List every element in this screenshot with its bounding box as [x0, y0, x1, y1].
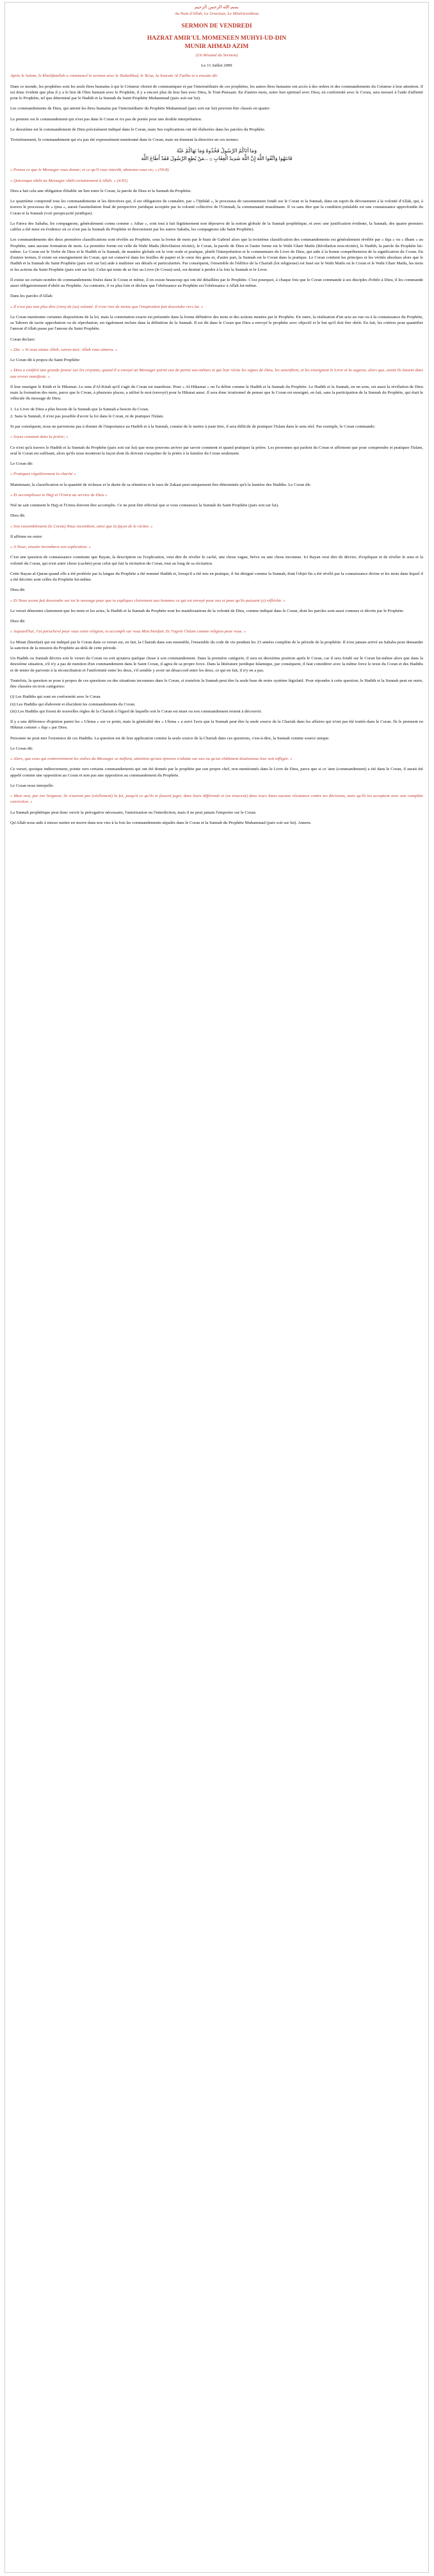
arabic-verse-line-1: وَمَا آتَاكُمُ الرَّسُولُ فَخُذُوهُ وَمَا نَهَاكُمْ عَنْهُ	[176, 148, 257, 154]
quote: « Pratiquez régulièrement la charité »	[10, 472, 76, 477]
paragraph: Il affirme en outre:	[10, 534, 43, 539]
quote: « Et Nous avons fait descendre sur toi le message pour que tu expliques clairement aux hommes ce qui est envoyé pour eux et pour qu'ils puissent (y) réfléchir. »	[10, 598, 285, 603]
paragraph: Dieu a fait cela une obligation d'établir un lien entre le Coran, la parole de Dieu et la Sunnah du Prophète.	[10, 188, 192, 193]
title-line-2: MUNIR AHMAD AZIM	[184, 44, 249, 51]
bismillah-arabic: بسم الله الرحمن الرحيم	[195, 4, 239, 10]
paragraph: Le Coran dit:	[10, 462, 33, 467]
paragraph: Un Hadith ou Sunnah décrira soit le verset du Coran ou soit ajoutera quelque chose à son commandement. Dans la première catégorie, il sera en deuxième position après le Coran, car il sera fondé sur le Coran lui-même alors que dans la deuxième situation, s'il n'y a pas de mention d'un commandement dans le Saint Coran, il agira de sa propre force. Dans la littérature juridique Islamique, par conséquent, il faut considérer avec la même force le texte du Coran et des Hadiths et de tenter de parvenir à la réconciliation et l'uniformité entre les deux, s'il semble y avoir un désaccord entre les deux, ce qui en fait, il n'y en a pas.	[10, 656, 423, 673]
quote: « Dis: « Si vous aimez Allah, suivez-moi: Allah vous aimera. »	[10, 347, 118, 352]
sermon-date: Le 11 Juillet 2009	[201, 63, 232, 68]
numbered-list	[10, 407, 423, 420]
list-item: 1. Le Livre de Dieu a plus besoin de la Sunnah que la Sunnah a besoin du Coran.	[10, 407, 149, 412]
paragraph: Cette Bayan al-Quran quand elle a été proférée par la langue du Prophète a été nommé Hadith et, lorsqu'il a été mis en pratique, il fut désigné comme la Sunnah, dont l'objet fin a été révélé par la connaissance divine et les mots dans lequel il a été décrites sont celles du Prophète lui-même.	[10, 571, 423, 583]
paragraph: Nul ne sait comment le Hajj et l'Umra doivent être accomplis. Ce ne peut être effectué que si vous connaissez la Sunnah du Saint Prophète (paix soit sur lui).	[10, 503, 279, 508]
closing-paragraph: Qu'Allah nous aide à mieux mettre en œuvre dans nos vies à la fois les commandements stipulés dans le Coran et la Sunnah du Prophète Muhammad (paix soit sur lui). Ameen.	[10, 820, 312, 825]
paragraph: Le verset démontre clairement que les mots et les actes, le Hadith et la Sunnah du Prophète sont les manifestations de la volonté de Dieu, comme indiqué dans le Coran, dont les paroles sont aussi connues et décrits par le Prophète.	[10, 608, 405, 613]
quote: « Mais non, par ton Seigneur, ils n'auront pas (réellement) la foi, jusqu'à ce qu'ils te fassent juger, dans leurs différends et (ne trouvent) dans leurs âmes aucune résistance contre tes décisions, mais qu'ils les acceptent avec une complète conviction. »	[10, 794, 423, 805]
paragraph: Dieu dit:	[10, 619, 26, 624]
quote: « Aujourd'hui, J'ai parachevé pour vous votre religion, et accompli sur vous Mon bienfait. Et J'agrée l'Islam comme religion pour vous. »	[10, 629, 246, 634]
paragraph: Dans les paroles d'Allah:	[10, 294, 53, 299]
paragraph: Le Coran mentionne certaines dispositions de la loi, mais la connotation exacte est présentée dans la forme définitive des mots et des actions menées par le Prophète. En outre, la réalisation d'un acte au vue ou à la connaissance du Prophète, sa Tahreer de tacite approbation ou de réprobation, est également inclure dans la définition de la Sunnah. Il est dit dans le Coran que Dieu a envoyé le prophète avec objectif et le but qu'il doit être obéit. En fait, les critères pour quantifier l'amour d'Allah passe par l'amour du Saint Prophète.	[10, 314, 423, 332]
paragraph: Les commandements de Dieu, qui atteint les êtres humains par l'intermédiaire du Prophète Muhammad (paix soit sur lui) peuvent être classés en quatre:	[10, 106, 271, 111]
paragraph: Toutefois, la question se pose à propos de ces questions ou des situations inconnues dans le Coran, si toutefois la Sunnah peut être la seule base de notre système législatif. Pour répondre à cette question, le Hadith et la Sunnah peut en outre, être classées en trois catégories:	[10, 678, 423, 689]
paragraph: Personne ne peut nier l'existence de ces Hadiths. La question est de leur application comme la seule source de la Chariah dans ces questions, c'est-à-dire, la Sunnah comme source unique.	[10, 736, 330, 741]
paragraph: Le Coran dit à propos du Saint Prophète:	[10, 358, 81, 363]
quote: « A Nous, ensuite incombera son explication. »	[10, 545, 91, 550]
paragraph: Maintenant, la classification et la quantité de richesse et la durée de sa rétention et le taux de Zakaat peut uniquement être déterminée qu'à la lumière des Hadiths. Le Coran dit:	[10, 482, 311, 487]
quote: « Il n'est pas non plus dire (rien) de (sa) volonté. Il n'est rien de moins que l'inspiration fait descendre vers lui. »	[10, 304, 204, 309]
paragraph: Le Coran dit:	[10, 746, 33, 751]
quote: « Son rassemblement (le Coran) Nous incombent, ainsi que la façon de le réciter. »	[10, 524, 153, 529]
paragraph: Le Minat (bienfait) qui est indiqué par le Coran dans ce verset est, en fait, la Chariah dans son ensemble, l'ensemble du code de vie pendant les 23 années complète de la période de la prophétie. Il n'est jamais arrivé au Sahaba pour demander la sanction de la mission du Prophète au-delà de cette période.	[10, 640, 423, 650]
list-item: (i) Les Hadiths qui sont en conformité avec le Coran.	[10, 695, 102, 700]
paragraph: Ce n'est qu'à travers le Hadith et la Sunnah du Prophète (paix soit sur lui) que nous pouvons arriver par savoir comment et quand pratiquer la prière. Les personnes qui parlent du Coran et affirment que pour comprendre et pratiquer l'Islam, seul le Coran est suffisant, alors qu'ils nous montrent la façon dont ils doivent s'acquitter de la prière à la lumière du Coran seulement.	[10, 445, 423, 456]
paragraph: Il existe un certain nombre de commandements fixées dans le Coran et même, il en existe beaucoup qui ont été détaillées par le Prophète. C'est pourquoi, à chaque fois que le Coran commande à ses disciples d'obéir à Dieu, il les commande aussi obligatoirement d'obéir au Prophète. Au contraire, il va plus loin et déclare que l'obéissance au Prophète est l'obéissance à Allah lui-même.	[10, 277, 423, 289]
list-item: (iii) Les Hadiths qui fixent de nouvelles règles de la Chariah à l'égard de laquelle soit le Coran est muet ou son commandement restent à découvrir.	[10, 709, 262, 714]
paragraph: Si par conséquent, nous ne parvenons pas à donner de l'importance au Hadith et à la Sunnah, comme de le mettre à juste titre, il sera difficile de pratiquer l'Islam dans le sens réel. Par exemple, le Coran commande:	[10, 424, 376, 430]
list-item: (ii) Les Hadiths qui élaborent et élucident les commandements du Coran.	[10, 702, 136, 707]
paragraph: Troisièmement, le commandement qui n'a pas été expressément mentionné dans le Coran, mais en donnent la directive en ces termes:	[10, 138, 239, 143]
paragraph: La Fatwa des Sahaba, les compagnons, généralement connu comme « Athar », sont tout à fait légitimement non dépourvu de la notion globale de la Sunnah prophétique, et avec une justification évidente, la Sunnah, des quatre premiers califes a été mise en évidence où ce n'est pas la Sunnah du Prophète ni directement par les autres Sahaba, les compagnons (du Saint Prophète).	[10, 221, 423, 232]
paragraph: Dieu dit:	[10, 513, 26, 519]
paragraph: Le deuxième est le commandement de Dieu précisément indiqué dans le Coran, mais Ses explications ont été élaborées dans les paroles du Prophète.	[10, 127, 266, 132]
paragraph: C'est une question de connaissance commune que Bayan, la description ou l'explication, veut dire de révéler le caché, une chose vague, brève ou une chose inconnue. Ici Bayan veut dire de décrire, d'expliquer et de révéler le sens et la volonté du Coran, qui n'est autre chose (cachée) pour celui qui fait la récitation du Coran, tout au long de sa récitation.	[10, 555, 423, 566]
paragraph: Le premier est le commandement qui n'est pas dans le Coran et n'a pas de portée pour une double interprétation.	[10, 117, 202, 122]
category-list	[10, 694, 423, 714]
paragraph: Les commandements des deux premières classifications sont révélés au Prophète, sous la forme de mots par le biais de Gabriel alors que la troisième classification des commandements est généralement révélée par « ilqa » ou « ilham » au Prophète, sans aucune formation de mots. La première forme est celle de Wahi Matlu (Révélation récitée), le Coran, la parole de Dieu et l'autre forme est le Wahi Ghair Matlu (Révélation non-récitée), le Hadith, la parole du Prophète lui-même. Le Coran est le Verbe de Dieu et le Hadith et la Sunnah, de manière globale est la voie orale et pratique, plutôt l'interprétation et le commentaire du Livre de Dieu, qui aide à la bonne compréhension de la signification du Coran. En d'autres termes, il existe un enseignement du Coran, qui est conservé dans les feuilles de papier et le cœur des gens et, d'autre part, la Sunnah est le Coran dans la pratique. Le Coran contient les principes et les vérités absolues alors que le Hadith et la Sunnah du Saint Prophète (paix soit sur lui) aide à maîtriser ses détails et particularités. Par conséquent, l'ensemble de l'édifice de la Chariah (loi religieuse) est basé sur le Wahi Matlu ou le Coran et le Wahi Ghair Matlu, les mots et les actions du Saint Prophète (paix soit sur lui). Celui qui tente de se fier au Livre (le Coran) seul, est destiné à perdre à la fois la Sunnah et le Livre.	[10, 237, 423, 272]
quote: « Dieu a conféré une grande faveur sur les croyants, quand Il a envoyé un Messager parmi eux de parmi eux-mêmes et qui leur récite les signes de Dieu, les sanctifient, et les enseignent le Livre et la sagesse, alors que, avant ils étaient dans une erreur manifeste. »	[10, 368, 423, 379]
title-line-1: HAZRAT AMIR'UL MOMENEEN MUHYI-UD-DIN	[147, 35, 287, 42]
paragraph: Il leur enseigne le Kitāb et le Hikamat. Le sens d'Al-Kitab qu'il s'agit du Coran est manifeste. Pour « Al-Hikamat » on l'a défini comme le Hadith et la Sunnah du Prophète. Le Hadith et la Sunnah, en un sens, est aussi la révélation de Dieu mais la formation des mots, parce que le Coran, à plusieurs places, a utilisé le mot (envoyé) pour la Hikmat aussi. Il sera donc irrationnel de penser que le Coran est enseigné, en fait, sans la participation de la Sunnah du Prophète, qui était le véhicule du message de Dieu.	[10, 384, 423, 401]
paragraph: Il y a une différence d'opinion parmi les « Ulema » sur ce point, mais la généralité des « Ulema » a suivi l'avis que la Sunnah peut être la seule source de la Chariah dans les affaires qui n'ont pas été traités dans le Coran. Ils le prennent en Hikmat comme « ilqa » par Dieu.	[10, 720, 423, 730]
quote: « Prenez ce que le Messager vous donne; et ce qu'il vous interdit, abstenez-vous en; » (59:8)	[10, 168, 169, 173]
paragraph: Coran déclare:	[10, 337, 36, 342]
paragraph: La Sunnah prophétique peut donc ouvrir la prérogative nécessaire, l'autorisation ou l'interdiction, mais il ne peut jamais l'emporter sur le Coran.	[10, 810, 257, 815]
sermon-heading: SERMON DE VENDREDI	[181, 22, 252, 29]
quote: « Alors, que ceux qui contreviennent les ordres du Messager se méfient, attention qu'une épreuve n'abatte sur eux ou qu'un châtiment douloureux leur soit infligée. »	[10, 757, 293, 762]
paragraph: Le Coran nous interpelle:	[10, 783, 54, 788]
paragraph: Ce verset, quoique indirectement, pointe vers certains commandements qui ont été donnés par le prophète par son propre chef, non mentionnés dans le Livre de Dieu, parce que si ce 'amr (commandement) a été dans le Coran, il aurait été appelé comme une opposition au Coran et non pas une opposition au commandement du Prophète.	[10, 767, 423, 778]
document-body	[4, 2, 429, 2573]
quote: « Soyez constant dans la prière; »	[10, 435, 68, 440]
paragraph: Dans ce monde, les prophètes sont les seuls êtres humains à qui le Créateur choisit de communiquer et par l'intermédiaire de ces prophètes, les autres êtres humains ont accès à des ordres et des commandements du Créateur à leur attention. Il est donc évident que plus il y a le lien de l'être humain avec le Prophète, il y a encore plus de leur lien avec Dieu, le Tout-Puissant. En d'autres mots, notre lien spirituel avec Dieu, en conformité avec le Coran, sera mesuré à l'aide d'affinité pour le Prophète, tel que déterminé par le Hadith et la Sunnah du Saint Prophète Muhammad (paix soit sur lui).	[10, 84, 423, 101]
arabic-verse-line-2: فَانتَهُوا وَاتَّقُوا اللَّهَ إِنَّ اللَّهَ شَدِيدُ الْعِقَابِ ۞ ...مَنْ يُطِعِ الرَّسُولَ فَقَدْ أَطَاعَ اللَّهَ	[141, 155, 293, 161]
subtitle: (Un Résumé du Sermon)	[195, 52, 238, 58]
intro-paragraph: Après le Salam, le Khalifatullah a commencé le sermon avec le Tashahhud, le Ta'uz, la Sourate Al Fatiha et a ensuite dit:	[10, 74, 218, 79]
paragraph: Dieu dit:	[10, 588, 26, 593]
bismillah-translation: Au Nom d'Allah, Le Gracieux, Le Miséricordieux	[174, 11, 259, 16]
paragraph: Le quatrième comprend tous les commandements et les directives qui, il est obligatoire de connaître, par « l'Ijtihâd », le processus de raisonnement fondé sur le Coran et la Sunnah, dans un esprit de dévouement à la volonté d'Allah, qui, à travers le processus de « ijma », aurait l'assimilation final de perspective juridique acceptée par la volonté collective de l'Ummah, la communauté musulmane. Il va sans dire que la condition préalable est une connaissance approfondie du Coran et la Sunnah (voir perspicacité juridique).	[10, 199, 423, 216]
quote: « Quiconque obéit au Messager obéit certainement à Allah. » (4:81)	[10, 178, 128, 183]
list-item: 2. Sans la Sunnah, il n'est pas possible d'avoir la foi dans le Coran, ni de pratiquer l'Islam.	[10, 414, 165, 419]
arabic-verse	[10, 147, 423, 162]
quote: « Et accomplissez le Hajj et l'Umra au service de Dieu »	[10, 492, 108, 497]
